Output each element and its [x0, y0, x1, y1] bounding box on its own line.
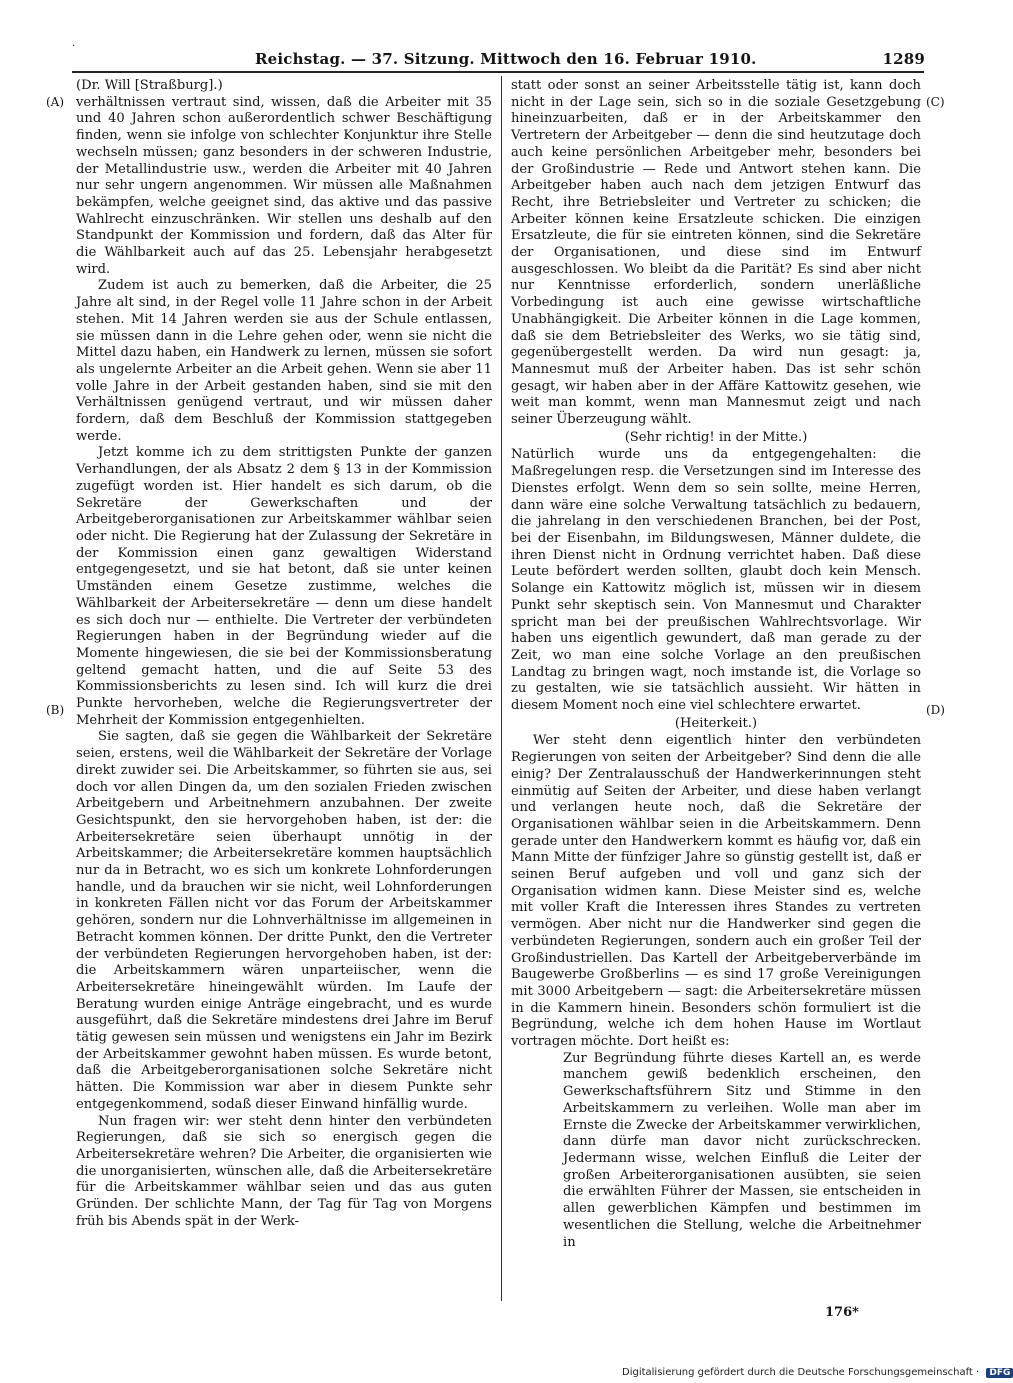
margin-mark-d: (D) — [926, 703, 945, 717]
footer-text: Digitalisierung gefördert durch die Deutsche Forschungsgemeinschaft · — [622, 1367, 980, 1378]
signature-mark: 176* — [825, 1305, 859, 1320]
interjection-laughter: (Heiterkeit.) — [674, 715, 758, 731]
column-divider — [501, 76, 502, 1301]
footer-credit — [622, 1367, 1013, 1378]
margin-mark-a: (A) — [46, 95, 65, 109]
page-number: 1289 — [882, 50, 925, 68]
interjection-applause: (Sehr richtig! in der Mitte.) — [624, 429, 808, 445]
right-paragraph-1: statt oder sonst an seiner Arbeitsstelle tätig ist, kann doch nicht in der Lage sein, sich so in die soziale Gesetzgebung hineinzuarbeiten, daß er in der Arbeitskammer den Vertretern der Arbeitgeber — denn die sind heutzutage doch auch keine persönlichen Arbeitgeber mehr, besonders bei der Großindustrie — Rede und Antwort stehen kann. Die Arbeitgeber haben auch nach dem jetzigen Entwurf das Recht, ihre Betriebsleiter und Vertreter zu schicken; die Arbeiter können keine Ersatzleute schicken. Die einzigen Ersatzleute, die für sie eintreten können, sind die Sekretäre der Organisationen, und diese sind im Entwurf ausgeschlossen. Wo bleibt da die Parität? Es sind aber nicht nur Kenntnisse erforderlich, sondern unerläßliche Vorbedingung ist auch eine gewisse wirtschaftliche Unabhängigkeit. Die Arbeiter können in die Lage kommen, daß sie dem Betriebsleiter des Werks, wo sie tätig sind, gegenübergestellt werden. Da wird nun gesagt: ja, Mannesmut muß der Arbeiter haben. Das ist sehr schön gesagt, wir haben aber in der Affäre Kattowitz gesehen, wie weit man kommt, wenn man Mannesmut zeigt und nach seiner Überzeugung wählt. — [511, 78, 921, 428]
left-paragraph-3: Jetzt komme ich zu dem strittigsten Punkte der ganzen Verhandlungen, der als Absatz 2 dem § 13 in der Kommission zugefügt worden ist. Hier handelt es sich darum, ob die Sekretäre der Gewerkschaften und der Arbeitgeberorganisationen zur Arbeitskammer wählbar seien oder nicht. Die Regierung hat der Zulassung der Sekretäre in der Kommission einen ganz gewaltigen Widerstand entgegengesetzt, und sie hat betont, daß sie unter keinen Umständen einem Gesetze zustimme, welches die Wählbarkeit der Arbeitersekretäre — denn um diese handelt es sich doch nur — enthielte. Die Vertreter der verbündeten Regierungen haben in der Begründung wieder auf die Momente hingewiesen, die sie bei der Kommissionsberatung geltend gemacht hatten, und die auf Seite 53 des Kommissionsberichts zu lesen sind. Ich will kurz die drei Punkte hervorheben, welche die Regierungsvertreter der Mehrheit der Kommission entgegenhielten. — [76, 445, 492, 728]
right-paragraph-3: Wer steht denn eigentlich hinter den verbündeten Regierungen von seiten der Arbeitgeber? Sind denn die alle einig? Der Zentralausschuß der Handwerkerinnungen steht einmütig auf Seiten der Arbeiter, und diese haben verlangt und verlangen heute noch, daß die Sekretäre der Organisationen wählbar seien in die Arbeitskammern. Denn gerade unter den Handwerkern kommt es häufig vor, daß ein Mann Mitte der fünfziger Jahre so günstig gestellt ist, daß er seinen Beruf aufgeben und voll und ganz sich der Organisation widmen kann. Diese Meister sind es, welche mit voller Kraft die Interessen ihres Standes zu vertreten vermögen. Aber nicht nur die Handwerker sind gegen die verbündeten Regierungen, sondern auch ein großer Teil der Großindustriellen. Das Kartell der Arbeitgeberverbände im Baugewerbe Großberlins — es sind 17 große Vereinigungen mit 3000 Arbeitgebern — sagt: die Arbeitersekretäre müssen in die Kammern hinein. Besonders schön formuliert ist die Begründung, welche ich dem hohen Hause im Wortlaut vortragen möchte. Dort heißt es: — [511, 733, 921, 1050]
left-paragraph-4: Sie sagten, daß sie gegen die Wählbarkeit der Sekretäre seien, erstens, weil die Wählbarkeit der Sekretäre der Vorlage direkt zuwider sei. Die Arbeitskammer, so führten sie aus, sei doch vor allen Dingen da, um den sozialen Frieden zwischen Arbeitgebern und Arbeitnehmern anzubahnen. Der zweite Gesichtspunkt, den sie hervorgehoben haben, ist der: die Arbeitersekretäre seien überhaupt unnötig in der Arbeitskammer; die Arbeitersekretäre kommen hauptsächlich nur da in Betracht, wo es sich um konkrete Lohnforderungen handle, und da brauchen wir sie nicht, weil Lohnforderungen in konkreten Fällen nicht vor das Forum der Arbeitskammer gehören, sondern nur die Lohnverhältnisse im allgemeinen in Betracht kommen können. Der dritte Punkt, den die Vertreter der verbündeten Regierungen hervorgehoben haben, ist der: die Arbeitskammern wären unparteiischer, wenn die Arbeitersekretäre hineingewählt würden. Im Laufe der Beratung wurden einige Anträge eingebracht, und es wurde ausgeführt, daß die Sekretäre mindestens drei Jahre im Beruf tätig gewesen sein müssen und wenigstens ein Jahr im Bezirk der Arbeitskammer gewohnt haben müssen. Es wurde betont, daß die Arbeitgeberorganisationen solche Sekretäre nicht hätten. Die Kommission war aber in diesem Punkte sehr entgegenkommend, sodaß dieser Einwand hinfällig wurde. — [76, 729, 492, 1112]
page-mark: . — [72, 38, 76, 49]
left-paragraph-2: Zudem ist auch zu bemerken, daß die Arbeiter, die 25 Jahre alt sind, in der Regel volle 11 Jahre schon in der Arbeit stehen. Mit 14 Jahren werden sie aus der Schule entlassen, sie müssen dann in die Lehre gehen oder, wenn sie nicht die Mittel dazu haben, ein Handwerk zu lernen, müssen sie sofort als ungelernte Arbeiter an die Arbeit gehen. Wenn sie aber 11 volle Jahre in der Arbeit gestanden haben, sind sie mit den Verhältnissen genügend vertraut, und wir müssen daher fordern, daß dem Beschluß der Kommission stattgegeben werde. — [76, 278, 492, 444]
speaker-label: (Dr. Will [Straßburg].) — [76, 78, 223, 93]
dfg-logo: DFG — [986, 1368, 1013, 1378]
margin-mark-c: (C) — [926, 95, 945, 109]
left-paragraph-5: Nun fragen wir: wer steht denn hinter den verbündeten Regierungen, daß sie sich so energisch gegen die Arbeitersekretäre wehren? Die Arbeiter, die organisierten wie die unorganisierten, wünschen alle, daß die Arbeitersekretäre für die Arbeitskammer wählbar seien und das aus guten Gründen. Der schlichte Mann, der Tag für Tag von Morgens früh bis Abends spät in der Werk- — [76, 1113, 492, 1229]
header-rule — [72, 71, 924, 73]
left-column — [76, 78, 492, 1231]
right-column — [511, 78, 921, 1251]
left-paragraph-1: verhältnissen vertraut sind, wissen, daß die Arbeiter mit 35 und 40 Jahren schon außerordentlich schwer Beschäftigung finden, wenn sie infolge von schlechter Konjunktur ihre Stelle wechseln müssen; ganz besonders in der schweren Industrie, der Metallindustrie usw., werden die Arbeiter mit 40 Jahren nur sehr ungern angenommen. Wir müssen alle Maßnahmen bekämpfen, welche geeignet sind, das aktive und das passive Wahlrecht einzuschränken. Wir stellen uns deshalb auf den Standpunkt der Kommission und fordern, daß das Alter für die Wählbarkeit auch auf das 25. Lebensjahr herabgesetzt wird. — [76, 94, 492, 277]
block-quote: Zur Begründung führte dieses Kartell an, es werde manchem gewiß bedenklich erscheinen, den Gewerkschaftsführern Sitz und Stimme in den Arbeitskammern zu verleihen. Wolle man aber im Ernste die Zwecke der Arbeitskammer verwirklichen, dann dürfe man davor nicht zurückschrecken. Jedermann wisse, welchen Einfluß die Leiter der großen Arbeiterorganisationen ausübten, sie seien die erwählten Führer der Massen, sie entscheiden in allen gewerblichen Kämpfen und bestimmen im wesentlichen die Stellung, welche die Arbeitnehmer in — [563, 1050, 921, 1250]
running-head: Reichstag. — 37. Sitzung. Mittwoch den 16. Februar 1910. — [255, 50, 757, 68]
page-header — [255, 50, 925, 70]
right-paragraph-2: Natürlich wurde uns da entgegengehalten: die Maßregelungen resp. die Versetzungen sind im Interesse des Dienstes erfolgt. Wenn dem so sein sollte, meine Herren, dann wäre eine solche Verwaltung tatsächlich zu bedauern, die jahrelang in den verschiedenen Branchen, bei der Post, bei der Eisenbahn, im Bildungswesen, Männer duldete, die ihren Dienst nicht in Ordnung verrichtet haben. Daß diese Leute befördert werden sollten, glaubt doch kein Mensch. Solange ein Kattowitz möglich ist, müssen wir in diesem Punkt sehr skeptisch sein. Von Mannesmut und Charakter spricht man bei der preußischen Wahlrechtsvorlage. Wir haben uns eigentlich gewundert, daß man gerade zu der Zeit, wo man eine solche Vorlage an den preußischen Landtag zu bringen wagt, noch imstande ist, die Vorlage so zu gestalten, wie sie tatsächlich aussieht. Wir hätten in diesem Moment noch eine viel schlechtere erwartet. — [511, 447, 921, 714]
margin-mark-b: (B) — [46, 703, 65, 717]
